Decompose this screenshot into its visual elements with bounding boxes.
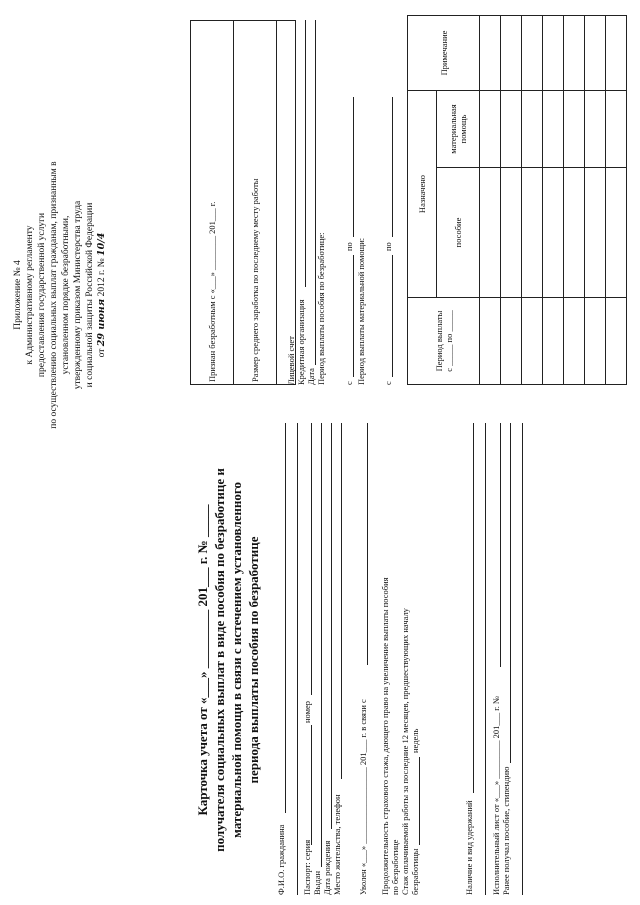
date-prefix: от	[97, 348, 107, 358]
weeks-label: недель	[410, 728, 420, 753]
card-title-line: Карточка учета от «___» _________ 201___ г. № _____	[195, 504, 210, 816]
benefit-period-label: Период выплаты пособия по безработице:	[316, 232, 326, 385]
passport-series-label: Паспорт: серия	[302, 839, 312, 895]
table-cell[interactable]	[501, 298, 522, 385]
dismissed-line	[367, 423, 368, 665]
assigned-header: Назначено	[408, 91, 437, 298]
table-cell[interactable]	[606, 91, 627, 168]
table-cell[interactable]	[585, 91, 606, 168]
table-cell[interactable]	[480, 168, 501, 298]
benefit-from-label: с	[344, 381, 354, 385]
account-label: Лицевой счет	[286, 336, 296, 385]
fio-label: Ф.И.О. гражданина	[276, 824, 286, 895]
aid-to-label: по	[383, 242, 393, 251]
material-aid-header: материальная помощь	[437, 91, 480, 168]
table-cell[interactable]	[564, 16, 585, 91]
previous-line	[510, 423, 511, 763]
table-cell[interactable]	[585, 168, 606, 298]
table-cell[interactable]	[480, 298, 501, 385]
credit-org-line	[305, 20, 306, 287]
writ-label: Исполнительный лист от «___» _________ 201___ г. №	[491, 695, 501, 895]
table-cell[interactable]	[501, 91, 522, 168]
birth-date-label: Дата рождения	[322, 840, 332, 895]
previous-line-2	[522, 423, 523, 895]
aid-period-label: Период выплаты материальной помощи:	[356, 237, 366, 385]
appendix-line: установленном порядке безработными,	[61, 215, 71, 375]
table-cell[interactable]	[543, 91, 564, 168]
passport-series-line	[311, 725, 312, 845]
payments-table	[407, 15, 627, 385]
table-row	[522, 16, 543, 385]
table-cell[interactable]	[606, 168, 627, 298]
table-cell[interactable]	[564, 298, 585, 385]
table-cell[interactable]	[501, 16, 522, 91]
issued-line	[321, 423, 322, 867]
empty-cell	[277, 21, 296, 385]
table-cell[interactable]	[522, 91, 543, 168]
date-label: Дата	[306, 368, 316, 385]
handwritten-number: 10/4	[96, 232, 107, 256]
period-header	[408, 298, 480, 385]
aid-from-label: с	[383, 381, 393, 385]
table-row	[234, 21, 277, 385]
note-header: Примечание	[408, 16, 480, 91]
appendix-line: по осуществлению социальных выплат гражданам, признанным в	[49, 161, 59, 429]
average-salary-cell: Размер среднего заработка по последнему месту работы	[234, 21, 277, 385]
appendix-line: к Административному регламенту	[25, 225, 35, 365]
benefit-to-label: по	[344, 242, 354, 251]
passport-number-label: номер	[302, 700, 312, 723]
table-header-row	[408, 16, 437, 385]
aid-to-line	[392, 97, 393, 237]
table-cell[interactable]	[543, 168, 564, 298]
paid-work-line-2: безработицы	[410, 848, 420, 895]
deductions-label: Наличие и вид удержаний	[464, 800, 474, 895]
period-label: Период выплаты	[433, 310, 444, 372]
table-row	[277, 21, 296, 385]
account-line	[295, 20, 296, 335]
aid-from-line	[392, 255, 393, 377]
table-row	[606, 16, 627, 385]
writ-line	[500, 423, 501, 667]
table-cell[interactable]	[585, 16, 606, 91]
appendix-line: предоставления государственной услуги	[37, 212, 47, 378]
table-cell[interactable]	[543, 298, 564, 385]
card-title-line: материальной помощи в связи с истечением установленного	[229, 482, 244, 838]
appendix-line: утвержденному приказом Министерства труда	[73, 200, 83, 390]
appendix-line: и социальной защиты Российской Федерации	[85, 202, 95, 388]
insurance-line-2: по безработице	[390, 839, 400, 895]
benefit-from-line	[353, 255, 354, 377]
table-row	[501, 16, 522, 385]
weeks-line	[419, 757, 420, 845]
deductions-line-2	[485, 423, 486, 895]
table-row	[543, 16, 564, 385]
deductions-line	[473, 423, 474, 793]
dismissed-label: Уволен «___» __________________ 201___ г. в связи с	[358, 699, 368, 895]
fio-line	[285, 423, 286, 813]
card-title	[194, 425, 262, 895]
paid-work-line-1: Стаж оплачиваемой работы за последние 12 месяцев, предшествующих началу	[400, 608, 410, 895]
card-title-line: получателя социальных выплат в виде пособия по безработице и	[212, 468, 227, 852]
table-row	[480, 16, 501, 385]
period-range-label: с _____ по _____	[443, 310, 454, 372]
table-cell[interactable]	[522, 16, 543, 91]
table-row	[585, 16, 606, 385]
table-cell[interactable]	[606, 298, 627, 385]
table-cell[interactable]	[564, 168, 585, 298]
residence-label: Место жительства, телефон	[332, 794, 342, 895]
table-cell[interactable]	[585, 298, 606, 385]
handwritten-date: 29 июня	[96, 298, 107, 347]
credit-org-label: Кредитная организация	[296, 299, 306, 385]
fio-line-2	[297, 423, 298, 895]
table-cell[interactable]	[480, 16, 501, 91]
table-cell[interactable]	[606, 16, 627, 91]
appendix-line: Приложение № 4	[13, 260, 23, 330]
table-row	[191, 21, 234, 385]
date-mid: 2012 г. №	[97, 258, 107, 297]
previous-label: Ранее получал пособие, стипендию	[501, 766, 511, 895]
unemployed-since-cell: Признан безработным с «___» ________ 201___ г.	[191, 21, 234, 385]
card-title-line: периода выплаты пособия по безработице	[246, 536, 261, 784]
residence-line	[341, 423, 342, 779]
table-cell[interactable]	[543, 16, 564, 91]
insurance-line-1: Продолжительность страхового стажа, дающего право на увеличение выплаты пособия	[380, 577, 390, 895]
table-cell[interactable]	[501, 168, 522, 298]
table-row	[564, 16, 585, 385]
table-cell[interactable]	[564, 91, 585, 168]
benefit-header: пособие	[437, 168, 480, 298]
table-cell[interactable]	[522, 298, 543, 385]
appendix-line-date	[96, 15, 108, 575]
table-cell[interactable]	[480, 91, 501, 168]
issued-label: Выдан	[312, 870, 322, 895]
table-cell[interactable]	[522, 168, 543, 298]
benefit-to-line	[353, 97, 354, 237]
birth-date-line	[331, 423, 332, 829]
passport-number-line	[311, 423, 312, 695]
unemployed-status-table	[190, 20, 296, 385]
appendix-header	[12, 15, 108, 575]
